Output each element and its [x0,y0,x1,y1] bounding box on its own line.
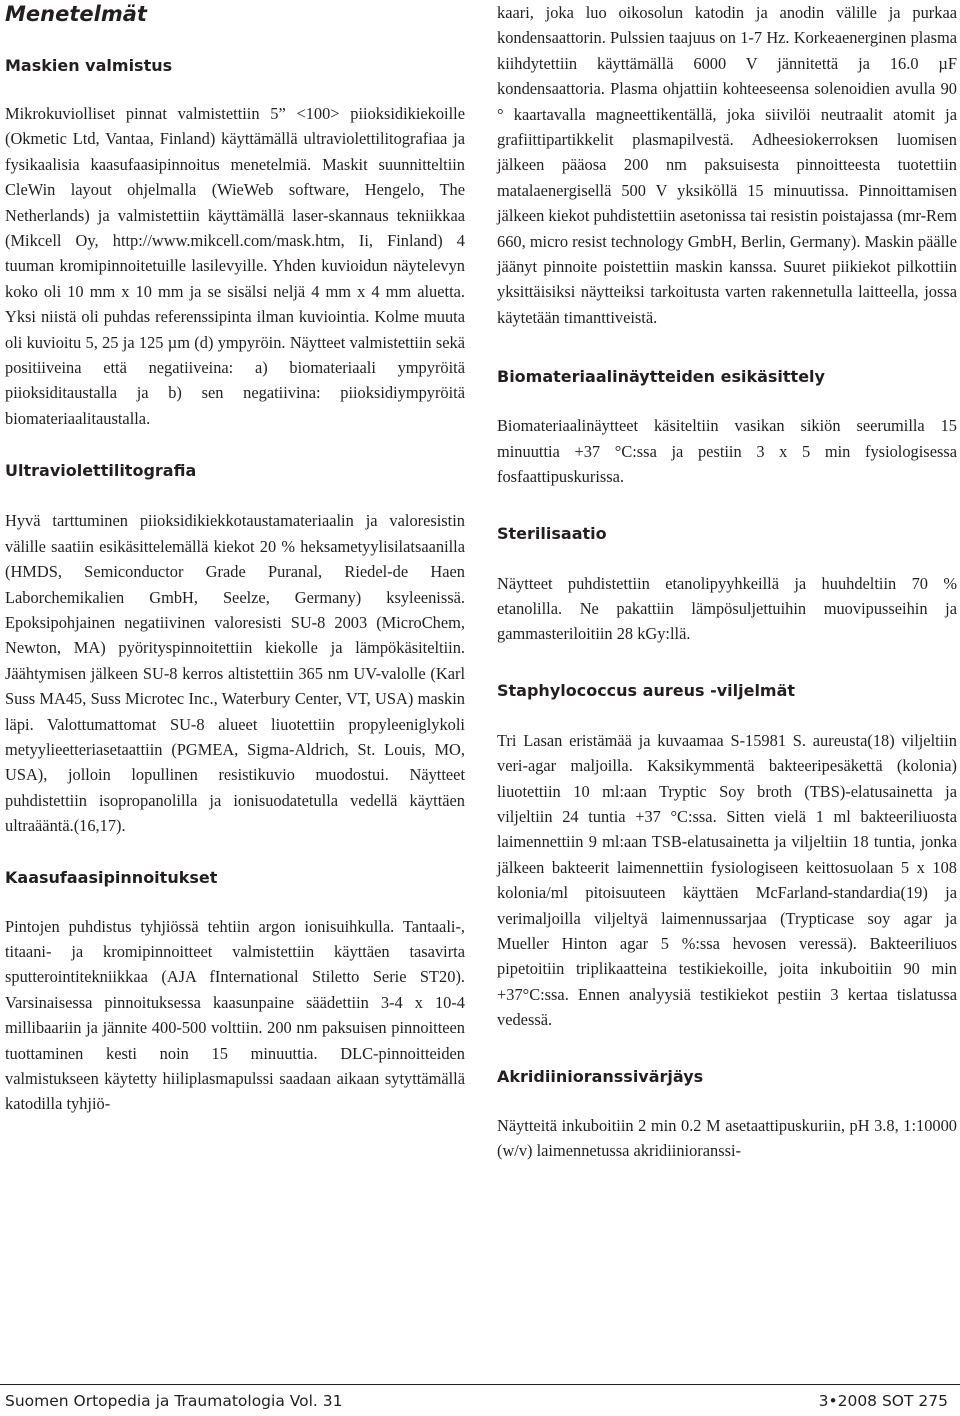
paragraph-maskien-valmistus: Mikrokuviolliset pinnat valmistettiin 5” <100> piioksidikiekoille (Okmetic Ltd, Vantaa, Finland) käyttämällä ultraviolettilitografiaa ja fysikaalisia kaasufaasipinnoitus menetelmiä. Maskit suunnitteltiin CleWin layout ohjelmalla (WieWeb software, Hengelo, The Netherlands) ja valmistettiin käyttämällä laser-skannaus tekniikkaa (Mikcell Oy, http://www.mikcell.com/mask.htm, Ii, Finland) 4 tuuman kromipinnoitetuille lasilevyille. Yhden kuvioidun näytelevyn koko oli 10 mm x 10 mm ja se sisälsi neljä 4 mm x 4 mm aluetta. Yksi niistä oli puhdas referenssipinta ilman kuviointia. Kolme muuta oli kuvioitu 5, 25 ja 125 µm (d) ympyröin. Näytteet valmistettiin sekä positiiveina että negatiiveina: a) biomateriaali ympyröitä piioksiditaustalla ja b) sen negatiivina: piioksidiympyröitä biomateriaalitaustalla. [5,104,465,428]
heading-maskien-valmistus: Maskien valmistus [5,56,173,75]
paragraph-biomateriaali: Biomateriaalinäytteet käsiteltiin vasikan sikiön seerumilla 15 minuuttia +37 °C:ssa ja pestiin 3 x 5 min fysiologisessa fosfaattipuskurissa. [497,416,957,487]
heading-biomateriaali: Biomateriaalinäytteiden esikäsittely [497,367,825,387]
heading-staphylococcus: Staphylococcus aureus -viljelmät [497,680,796,700]
footer-page-info: 3•2008 SOT 275 [818,1392,948,1410]
page-footer [0,1384,960,1416]
footer-journal-name: Suomen Ortopedia ja Traumatologia Vol. 31 [5,1392,343,1410]
heading-akridiinioranssi: Akridiinioranssivärjäys [497,1066,704,1086]
paragraph-dlc-continuation: kaari, joka luo oikosolun katodin ja anodin välille ja purkaa kondensaattorin. Pulssien taajuus on 1-7 Hz. Korkeaenerginen plasma kiihdytettiin käyttämällä 6000 V jännitettä ja 16.0 µF kondensaattoria. Plasma ohjattiin kohteeseensa solenoidien avulla 90 ° kaartavalla magneettikentällä, joka siivilöi neutraalit atomit ja grafiittipartikkelit plasmapilvestä. Adheesiokerroksen luomisen jälkeen pääosa 200 nm paksuisesta pinnoitteesta tuotettiin matalaenergisellä 500 V yksiköllä 15 minuutissa. Pinnoittamisen jälkeen kiekot puhdistettiin asetonissa tai resistin poistajassa (mr-Rem 660, micro resist technology GmbH, Berlin, Germany). Maskin päälle jäänyt pinnoite poistettiin maskin kanssa. Suuret piikiekot pilkottiin yksittäisiksi näytteiksi tarkoitusta varten rakennetulla laitteella, jossa käytetään timanttiveistä. [497,3,957,327]
paragraph-akridiinioranssi: Näytteitä inkuboitiin 2 min 0.2 M asetaattipuskuriin, pH 3.8, 1:10000 (w/v) laimennetussa akridiinioranssi- [497,1115,957,1160]
section-title: Menetelmät [5,2,147,26]
heading-ultraviolettilitografia: Ultraviolettilitografia [5,461,197,481]
paragraph-staphylococcus: Tri Lasan eristämää ja kuvaamaa S-15981 S. aureusta(18) viljeltiin veri-agar maljoilla. Kaksikymmentä bakteeripesäkettä (kolonia) liuotettiin 10 ml:aan Tryptic Soy broth (TBS)-elatusainetta ja viljeltiin 24 tuntia +37 °C:ssa. Sitten vielä 1 ml bakteeriliuosta laimennettiin 9 ml:aan TSB-elatusainetta ja viljeltiin 18 tuntia, jonka jälkeen bakteerit laimennettiin fysiologiseen keittosuolaan 5 x 108 kolonia/ml pitoisuuteen käyttäen McFarland-standardia(19) ja verimaljoilla viljeltyä laimennussarjaa (Trypticase soy agar ja Mueller Hinton agar 5 %:ssa hevosen veressä). Bakteeriliuos pipetoitiin triplikaatteina testikiekoille, joita inkuboitiin 90 min +37°C:ssa. Ennen analyysiä testikiekot pestiin 3 kertaa tislatussa vedessä. [497,730,957,1030]
right-column [497,0,957,1163]
heading-kaasufaasipinnoitukset: Kaasufaasipinnoitukset [5,867,218,887]
heading-sterilisaatio: Sterilisaatio [497,523,607,543]
paragraph-kaasufaasipinnoitukset: Pintojen puhdistus tyhjiössä tehtiin argon ionisuihkulla. Tantaali-, titaani- ja kromipinnoitteet valmistettiin käyttäen tasavirta sputterointitekniikkaa (AJA fInternational Stiletto Serie ST20). Varsinaisessa pinnoituksessa kaasunpaine säädettiin 3-4 x 10-4 millibaariin ja jännite 400-500 volttiin. 200 nm paksuisen pinnoitteen tuottaminen kesti noin 15 minuuttia. DLC-pinnoitteiden valmistukseen käytetty hiiliplasmapulssi saadaan aikaan sytyttämällä katodilla tyhjiö- [5,916,465,1114]
paragraph-ultraviolettilitografia: Hyvä tarttuminen piioksidikiekkotaustamateriaalin ja valoresistin välille saatiin esikäsittelemällä kiekot 20 % heksametyylisilatsaanilla (HMDS, Semiconductor Grade Puranal, Riedel-de Haen Laborchemikalien GmbH, Seelze, Germany) ksyleenissä. Epoksipohjainen negatiivinen valoresisti SU-8 2003 (MicroChem, Newton, MA) pyörityspinnoitettiin kiekolle ja lämpökäsiteltiin. Jäähtymisen jälkeen SU-8 kerros altistettiin 365 nm UV-valolle (Karl Suss MA45, Suss Microtec Inc., Waterbury Center, VT, USA) maskin läpi. Valottumattomat SU-8 alueet liuotettiin propyleeniglykoli metyylieetteriasetaattiin (PGMEA, Sigma-Aldrich, St. Louis, MO, USA), jolloin lopullinen resistikuvio muodostui. Näytteet puhdistettiin isopropanolilla ja ionisuodatetulla vedellä käyttäen ultraääntä.(16,17). [5,511,465,836]
paragraph-sterilisaatio: Näytteet puhdistettiin etanolipyyhkeillä ja huuhdeltiin 70 % etanolilla. Ne pakattiin lämpösuljettuihin muovipusseihin ja gammasteriloitiin 28 kGy:llä. [497,573,957,644]
left-column [5,0,465,1117]
